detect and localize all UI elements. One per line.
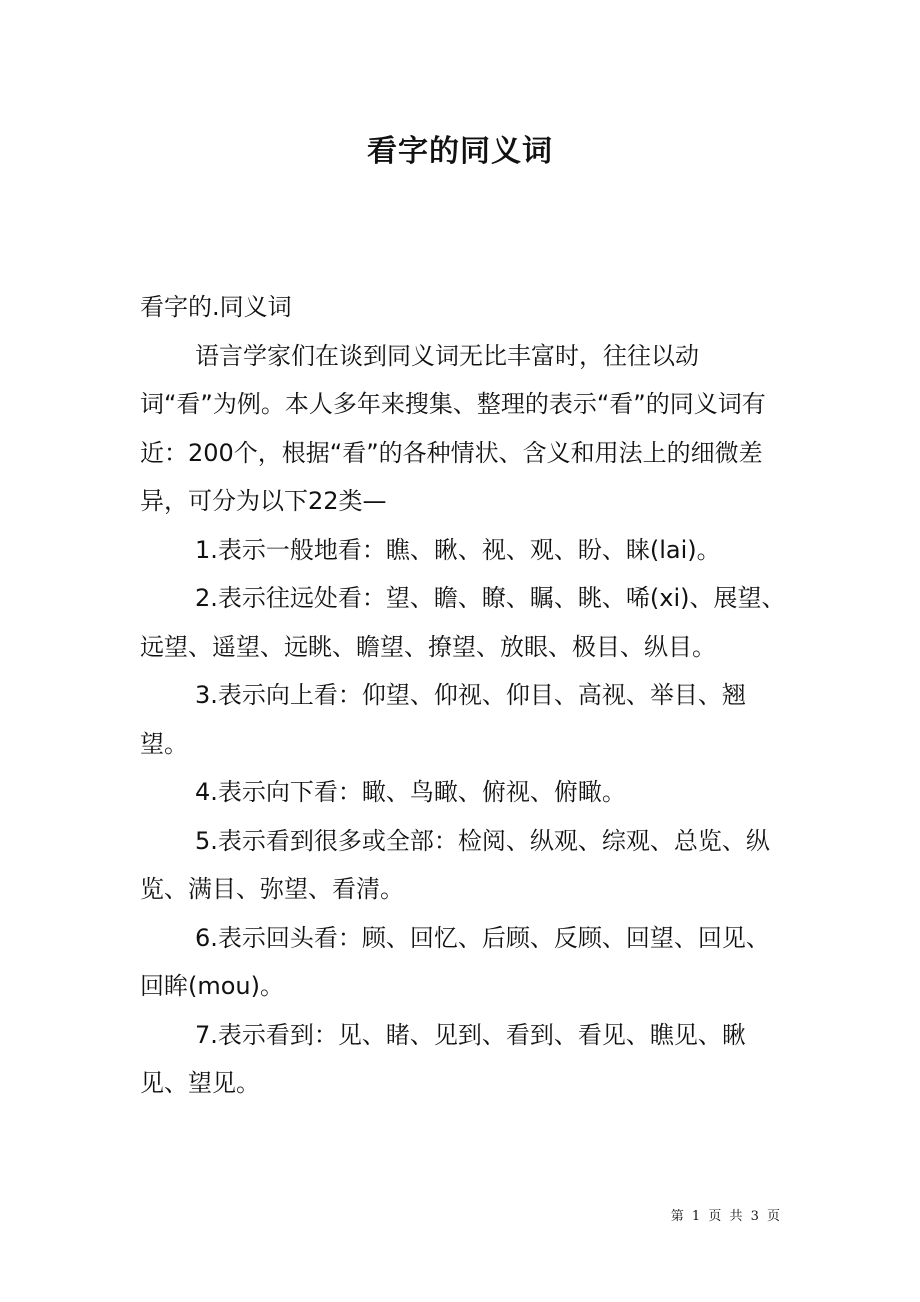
paragraph-category-7: 7.表示看到：见、睹、见到、看到、看见、瞧见、瞅见、望见。 (140, 1020, 746, 1097)
paragraph-category-3: 3.表示向上看：仰望、仰视、仰目、高视、举目、翘望。 (140, 681, 746, 758)
paragraph-category-6: 6.表示回头看：顾、回忆、后顾、反顾、回望、回见、回眸(mou)。 (140, 923, 770, 1000)
paragraph-category-2: 2.表示往远处看：望、瞻、瞭、瞩、眺、唏(xi)、展望、远望、遥望、远眺、瞻望、撩望、放眼、极目、纵目。 (140, 584, 786, 661)
document-title: 看字的同义词 (367, 134, 553, 169)
paragraph-category-1: 1.表示一般地看：瞧、瞅、视、观、盼、睐(lai)。 (195, 535, 721, 564)
page-number-footer: 第 1 页 共 3 页 (670, 1209, 780, 1224)
document-subtitle: 看字的.同义词 (140, 293, 292, 321)
document-body (140, 283, 790, 1108)
paragraph-intro: 语言学家们在谈到同义词无比丰富时，往往以动词“看”为例。本人多年来搜集、整理的表示“看”的同义词有近：200个，根据“看”的各种情状、含义和用法上的细微差异，可分为以下22类— (140, 341, 766, 515)
paragraph-category-5: 5.表示看到很多或全部：检阅、纵观、综观、总览、纵览、满目、弥望、看清。 (140, 826, 770, 903)
paragraph-category-4: 4.表示向下看：瞰、鸟瞰、俯视、俯瞰。 (195, 778, 626, 806)
